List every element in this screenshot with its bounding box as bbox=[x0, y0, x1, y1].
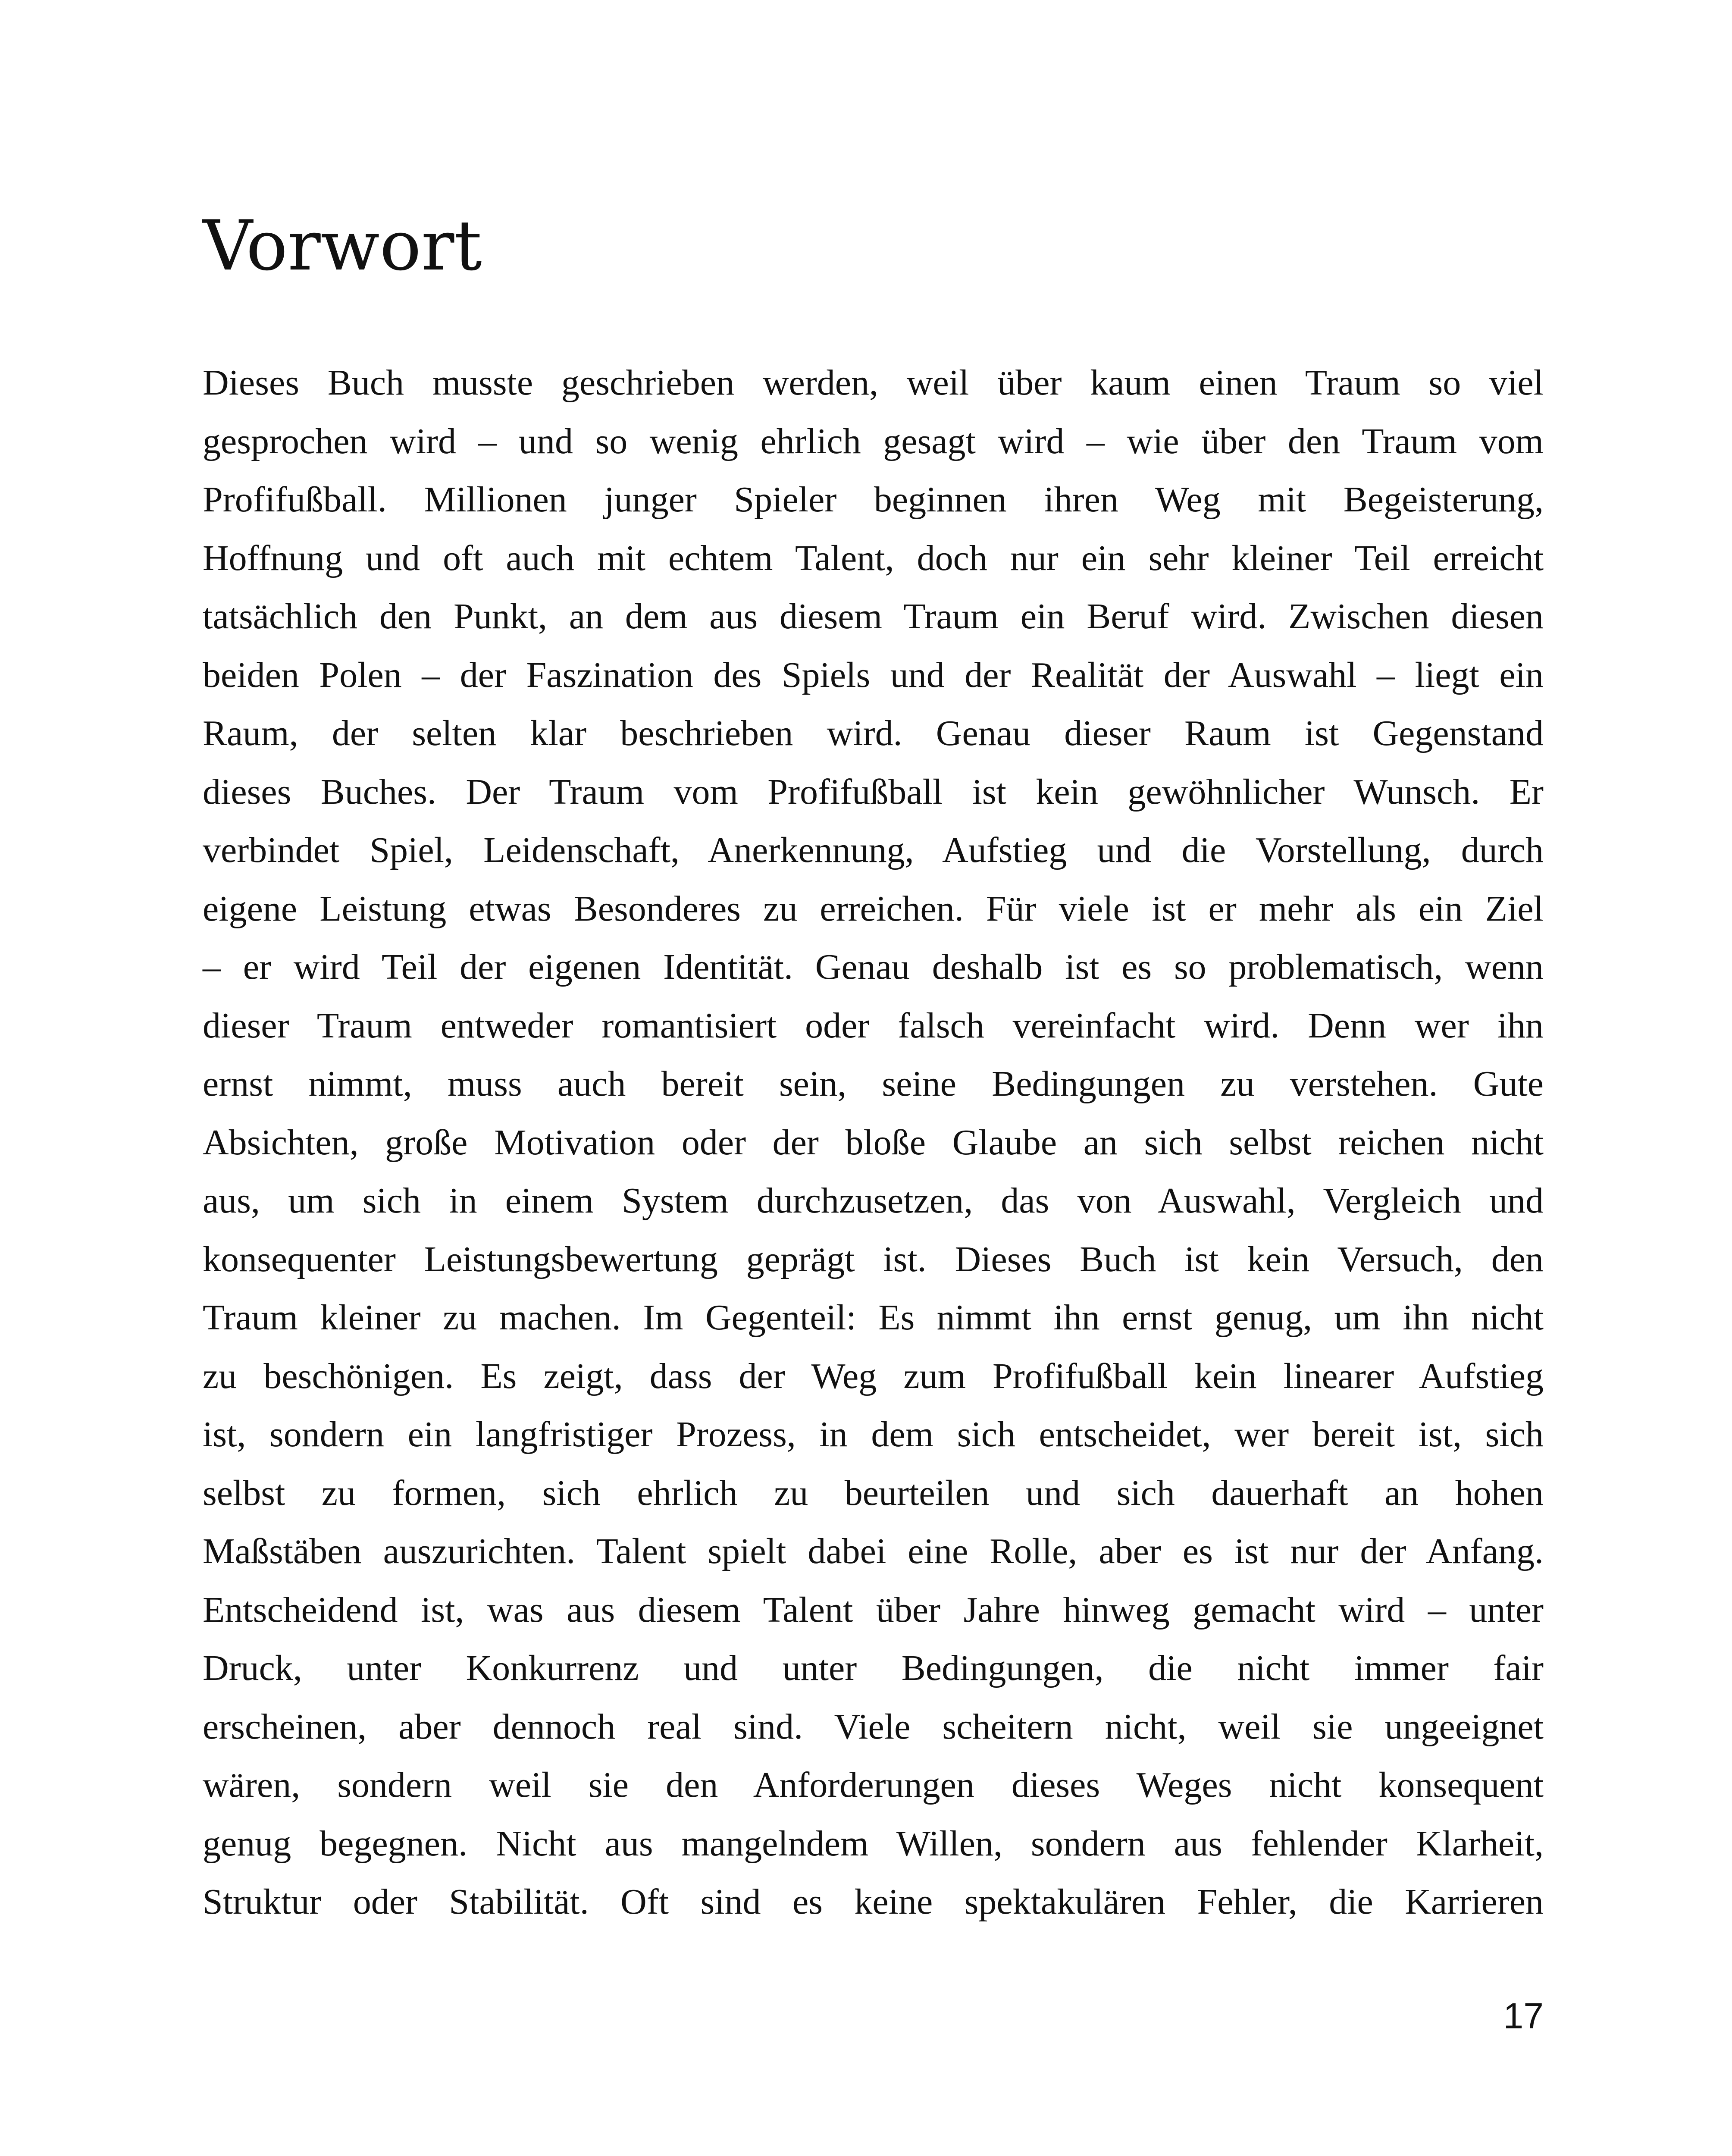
text-line: aus, um sich in einem System durchzusetzen, das von Auswahl, Vergleich und bbox=[203, 1181, 1544, 1221]
text-line: gesprochen wird – und so wenig ehrlich gesagt wird – wie über den Traum vom bbox=[203, 421, 1544, 461]
text-line: Absichten, große Motivation oder der bloße Glaube an sich selbst reichen nicht bbox=[203, 1122, 1544, 1163]
text-line: Traum kleiner zu machen. Im Gegenteil: Es nimmt ihn ernst genug, um ihn nicht bbox=[203, 1297, 1544, 1338]
text-line: Struktur oder Stabilität. Oft sind es keine spektakulären Fehler, die Karrieren bbox=[203, 1882, 1544, 1922]
text-line: Profifußball. Millionen junger Spieler beginnen ihren Weg mit Begeisterung, bbox=[203, 479, 1544, 520]
text-line: Hoffnung und oft auch mit echtem Talent, doch nur ein sehr kleiner Teil erreicht bbox=[203, 538, 1544, 578]
text-line: zu beschönigen. Es zeigt, dass der Weg zum Profifußball kein linearer Aufstieg bbox=[203, 1356, 1544, 1396]
text-line: konsequenter Leistungsbewertung geprägt ist. Dieses Buch ist kein Versuch, den bbox=[203, 1239, 1544, 1279]
text-line: – er wird Teil der eigenen Identität. Genau deshalb ist es so problematisch, wenn bbox=[203, 947, 1544, 987]
page-number: 17 bbox=[1503, 1996, 1544, 2036]
text-line: erscheinen, aber dennoch real sind. Viele scheitern nicht, weil sie ungeeignet bbox=[203, 1706, 1544, 1747]
text-line: beiden Polen – der Faszination des Spiels und der Realität der Auswahl – liegt ein bbox=[203, 655, 1544, 695]
text-line: wären, sondern weil sie den Anforderungen dieses Weges nicht konsequent bbox=[203, 1765, 1544, 1805]
text-line: dieses Buches. Der Traum vom Profifußball ist kein gewöhnlicher Wunsch. Er bbox=[203, 771, 1544, 812]
text-line: Entscheidend ist, was aus diesem Talent über Jahre hinweg gemacht wird – unter bbox=[203, 1589, 1544, 1630]
text-line: eigene Leistung etwas Besonderes zu erreichen. Für viele ist er mehr als ein Ziel bbox=[203, 888, 1544, 929]
text-line: ernst nimmt, muss auch bereit sein, seine Bedingungen zu verstehen. Gute bbox=[203, 1064, 1544, 1104]
text-line: ist, sondern ein langfristiger Prozess, in dem sich entscheidet, wer bereit ist, sich bbox=[203, 1414, 1544, 1454]
text-line: genug begegnen. Nicht aus mangelndem Willen, sondern aus fehlender Klarheit, bbox=[203, 1823, 1544, 1864]
text-line: Druck, unter Konkurrenz und unter Bedingungen, die nicht immer fair bbox=[203, 1648, 1544, 1688]
text-line: selbst zu formen, sich ehrlich zu beurteilen und sich dauerhaft an hohen bbox=[203, 1473, 1544, 1513]
text-line: dieser Traum entweder romantisiert oder falsch vereinfacht wird. Denn wer ihn bbox=[203, 1005, 1544, 1046]
chapter-title: Vorwort bbox=[203, 205, 482, 286]
text-line: Maßstäben auszurichten. Talent spielt dabei eine Rolle, aber es ist nur der Anfang. bbox=[203, 1531, 1544, 1571]
text-line: tatsächlich den Punkt, an dem aus diesem Traum ein Beruf wird. Zwischen diesen bbox=[203, 596, 1544, 636]
text-line: verbindet Spiel, Leidenschaft, Anerkennung, Aufstieg und die Vorstellung, durch bbox=[203, 830, 1544, 870]
text-line: Dieses Buch musste geschrieben werden, weil über kaum einen Traum so viel bbox=[203, 363, 1544, 403]
text-line: Raum, der selten klar beschrieben wird. Genau dieser Raum ist Gegenstand bbox=[203, 713, 1544, 753]
body-text bbox=[203, 354, 1544, 1931]
